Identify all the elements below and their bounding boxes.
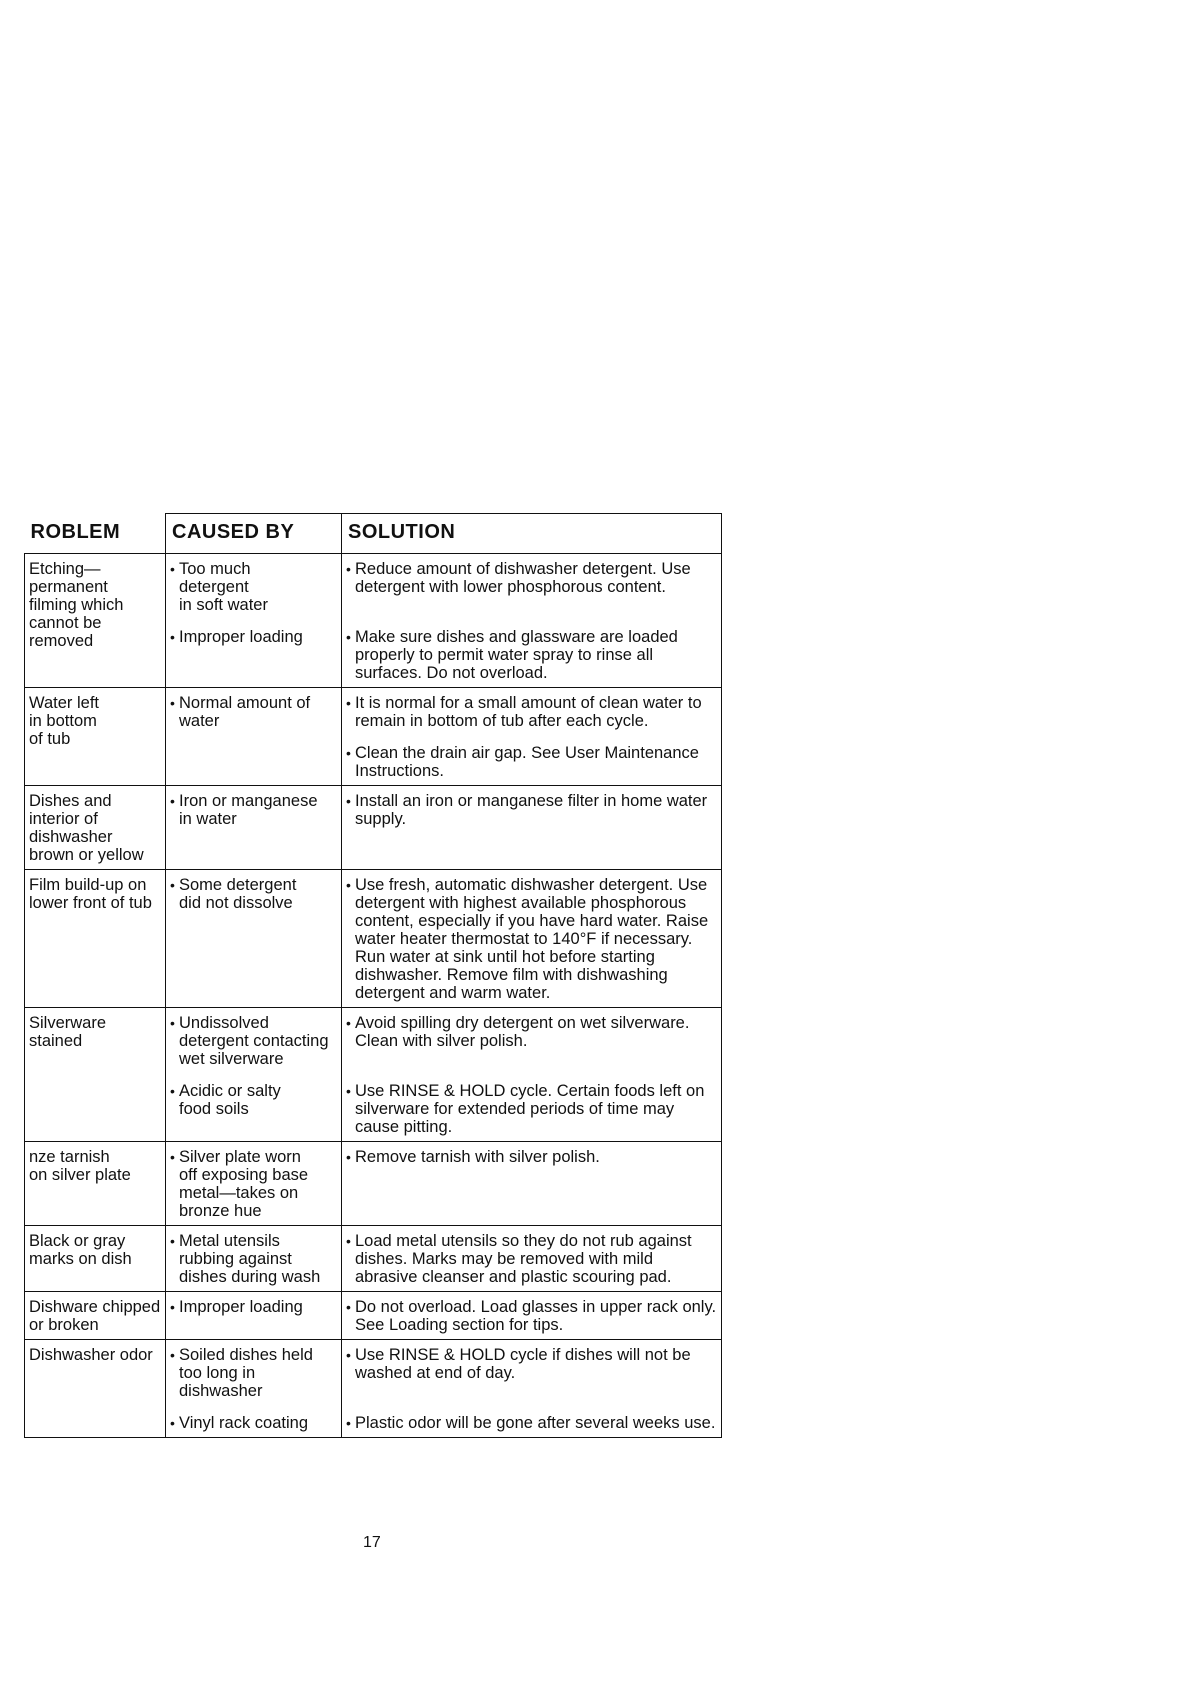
bullet-icon: • bbox=[346, 1149, 351, 1165]
problem-cell bbox=[25, 688, 166, 786]
cause-text: Undissolved detergent contacting wet silverware bbox=[179, 1014, 329, 1068]
cause-item bbox=[170, 628, 337, 682]
solution-text: Reduce amount of dishwasher detergent. Use detergent with lower phosphorous content. bbox=[355, 560, 691, 596]
solution-text: Plastic odor will be gone after several weeks use. bbox=[355, 1414, 716, 1432]
problem-text: nze tarnish on silver plate bbox=[29, 1148, 131, 1184]
solution-item bbox=[346, 1148, 717, 1220]
header-caused-by: CAUSED BY bbox=[166, 514, 342, 554]
solution-text: Use RINSE & HOLD cycle. Certain foods left on silverware for extended periods of time may cause pitting. bbox=[355, 1082, 705, 1136]
solution-item bbox=[346, 1014, 717, 1068]
header-row bbox=[25, 514, 722, 554]
cause-cell bbox=[166, 1226, 342, 1292]
cause-cell bbox=[166, 870, 342, 1008]
bullet-icon: • bbox=[346, 695, 351, 711]
solution-text: Use fresh, automatic dishwasher detergent. Use detergent with highest available phosphorous content, especially if you have hard water. Raise water heater thermostat to 140°F if necessary. Run water at sink until hot before starting dishwasher. Remove film with dishwashing detergent and warm water. bbox=[355, 876, 709, 1002]
cause-item bbox=[170, 560, 337, 614]
cause-item bbox=[170, 876, 337, 1002]
cause-text: Too much detergent in soft water bbox=[179, 560, 268, 614]
solution-cell bbox=[342, 554, 722, 688]
table-row bbox=[25, 1008, 722, 1142]
table-row bbox=[25, 1142, 722, 1226]
bullet-icon: • bbox=[170, 1299, 175, 1315]
solution-cell bbox=[342, 786, 722, 870]
solution-text: Install an iron or manganese filter in home water supply. bbox=[355, 792, 708, 828]
problem-cell bbox=[25, 1008, 166, 1142]
cause-item bbox=[170, 1232, 337, 1286]
solution-text: Use RINSE & HOLD cycle if dishes will not be washed at end of day. bbox=[355, 1346, 691, 1382]
cause-cell bbox=[166, 786, 342, 870]
solution-cell bbox=[342, 1292, 722, 1340]
bullet-icon: • bbox=[346, 561, 351, 577]
table-row bbox=[25, 1340, 722, 1438]
bullet-icon: • bbox=[170, 1233, 175, 1249]
solution-cell bbox=[342, 1226, 722, 1292]
bullet-icon: • bbox=[170, 1083, 175, 1099]
bullet-icon: • bbox=[170, 793, 175, 809]
solution-item bbox=[346, 1346, 717, 1400]
bullet-icon: • bbox=[346, 793, 351, 809]
cause-cell bbox=[166, 688, 342, 786]
bullet-icon: • bbox=[346, 1299, 351, 1315]
page-number: 17 bbox=[363, 1534, 381, 1551]
solution-text: Clean the drain air gap. See User Maintenance Instructions. bbox=[355, 744, 699, 780]
table-body bbox=[25, 554, 722, 1438]
solution-text: It is normal for a small amount of clean water to remain in bottom of tub after each cycle. bbox=[355, 694, 702, 730]
cause-text: Silver plate worn off exposing base metal—takes on bronze hue bbox=[179, 1148, 309, 1220]
problem-text: Dishes and interior of dishwasher brown or yellow bbox=[29, 792, 144, 864]
bullet-icon: • bbox=[170, 1015, 175, 1031]
cause-text: Iron or manganese in water bbox=[179, 792, 318, 828]
bullet-icon: • bbox=[346, 877, 351, 893]
cause-text: Normal amount of water bbox=[179, 694, 311, 730]
cause-item bbox=[170, 1014, 337, 1068]
cause-cell bbox=[166, 1142, 342, 1226]
cause-item bbox=[170, 792, 337, 828]
solution-item bbox=[346, 1298, 717, 1334]
table-row bbox=[25, 870, 722, 1008]
cause-item bbox=[170, 1148, 337, 1220]
solution-item bbox=[346, 628, 717, 682]
bullet-icon: • bbox=[346, 1347, 351, 1363]
bullet-icon: • bbox=[170, 877, 175, 893]
cause-item bbox=[170, 694, 337, 730]
troubleshooting-chart bbox=[24, 513, 721, 1438]
bullet-icon: • bbox=[346, 745, 351, 761]
cause-cell bbox=[166, 1292, 342, 1340]
bullet-icon: • bbox=[170, 1415, 175, 1431]
solution-item bbox=[346, 792, 717, 828]
table-row bbox=[25, 786, 722, 870]
cause-item bbox=[170, 1346, 337, 1400]
problem-text: Silverware stained bbox=[29, 1014, 107, 1050]
solution-text: Do not overload. Load glasses in upper rack only. See Loading section for tips. bbox=[355, 1298, 717, 1334]
solution-cell bbox=[342, 1340, 722, 1438]
table-row bbox=[25, 1292, 722, 1340]
cause-text: Improper loading bbox=[179, 628, 303, 646]
cause-item bbox=[170, 1298, 337, 1334]
bullet-icon: • bbox=[346, 629, 351, 645]
header-solution: SOLUTION bbox=[342, 514, 722, 554]
cause-cell bbox=[166, 1340, 342, 1438]
bullet-icon: • bbox=[346, 1015, 351, 1031]
bullet-icon: • bbox=[346, 1233, 351, 1249]
solution-item bbox=[346, 876, 717, 1002]
problem-cell bbox=[25, 870, 166, 1008]
cause-item bbox=[170, 1414, 337, 1432]
cause-text: Improper loading bbox=[179, 1298, 303, 1316]
solution-cell bbox=[342, 688, 722, 786]
problem-text: Dishware chipped or broken bbox=[29, 1298, 161, 1334]
problem-text: Film build-up on lower front of tub bbox=[29, 876, 152, 912]
cause-cell bbox=[166, 1008, 342, 1142]
solution-text: Make sure dishes and glassware are loaded properly to permit water spray to rinse all surfaces. Do not overload. bbox=[355, 628, 678, 682]
table-row bbox=[25, 688, 722, 786]
table-row bbox=[25, 1226, 722, 1292]
solution-text: Avoid spilling dry detergent on wet silverware. Clean with silver polish. bbox=[355, 1014, 690, 1050]
cause-text: Some detergent did not dissolve bbox=[179, 876, 297, 912]
solution-item bbox=[346, 560, 717, 614]
problem-cell bbox=[25, 554, 166, 688]
cause-item bbox=[170, 744, 337, 780]
bullet-icon: • bbox=[170, 1347, 175, 1363]
problem-cell bbox=[25, 1340, 166, 1438]
solution-item bbox=[346, 694, 717, 730]
problem-text: Water left in bottom of tub bbox=[29, 694, 99, 748]
problem-text: Dishwasher odor bbox=[29, 1346, 153, 1364]
bullet-icon: • bbox=[170, 629, 175, 645]
solution-cell bbox=[342, 1142, 722, 1226]
cause-text: Soiled dishes held too long in dishwasher bbox=[179, 1346, 313, 1400]
cause-cell bbox=[166, 554, 342, 688]
solution-cell bbox=[342, 870, 722, 1008]
table-row bbox=[25, 554, 722, 688]
problem-cell bbox=[25, 1292, 166, 1340]
bullet-icon: • bbox=[170, 695, 175, 711]
cause-text: Vinyl rack coating bbox=[179, 1414, 309, 1432]
troubleshooting-table bbox=[24, 513, 722, 1438]
problem-cell bbox=[25, 786, 166, 870]
solution-item bbox=[346, 1414, 717, 1432]
bullet-icon: • bbox=[346, 1083, 351, 1099]
solution-cell bbox=[342, 1008, 722, 1142]
solution-text: Remove tarnish with silver polish. bbox=[355, 1148, 600, 1166]
bullet-icon: • bbox=[170, 561, 175, 577]
bullet-icon: • bbox=[346, 1415, 351, 1431]
solution-item bbox=[346, 1082, 717, 1136]
bullet-icon: • bbox=[170, 1149, 175, 1165]
problem-text: Etching— permanent filming which cannot be removed bbox=[29, 560, 124, 650]
solution-item bbox=[346, 1232, 717, 1286]
cause-item bbox=[170, 1082, 337, 1136]
cause-text: Acidic or salty food soils bbox=[179, 1082, 281, 1118]
problem-text: Black or gray marks on dish bbox=[29, 1232, 132, 1268]
problem-cell bbox=[25, 1142, 166, 1226]
solution-text: Load metal utensils so they do not rub against dishes. Marks may be removed with mild abrasive cleanser and plastic scouring pad. bbox=[355, 1232, 692, 1286]
cause-text: Metal utensils rubbing against dishes during wash bbox=[179, 1232, 321, 1286]
solution-item bbox=[346, 744, 717, 780]
header-problem: ROBLEM bbox=[25, 514, 166, 554]
problem-cell bbox=[25, 1226, 166, 1292]
